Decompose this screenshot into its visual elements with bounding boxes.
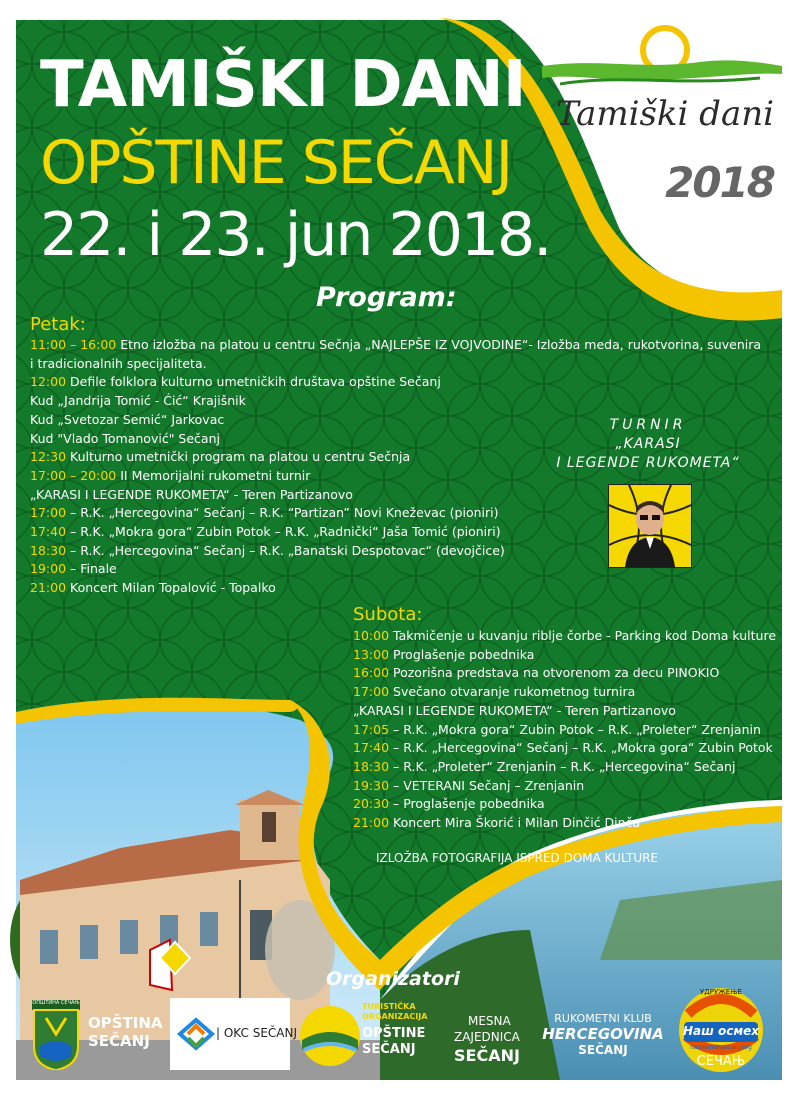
schedule-time: 17:05 [353, 721, 390, 737]
schedule-text: Defile folklora kulturno umetničkih društava opštine Sečanj [66, 374, 441, 390]
schedule-row [353, 664, 776, 683]
okc-label: | OKC SEČANJ [216, 1026, 298, 1040]
okc-icon [176, 1014, 216, 1054]
schedule-text: – R.K. „Mokra gora“ Zubin Potok – R.K. „Radnički“ Jaša Tomić (pioniri) [66, 524, 501, 540]
schedule-text: Kud "Vlado Tomanović" Sečanj [30, 430, 220, 446]
schedule-time: 21:00 [30, 580, 67, 596]
schedule-row [353, 777, 776, 796]
schedule-time: 17:40 [30, 524, 67, 540]
schedule-time: 20:30 [353, 796, 390, 812]
schedule-time: 21:00 [353, 815, 390, 831]
friday-heading: Petak: [30, 314, 86, 335]
mesna-line-2: ZAJEDNICA [454, 1030, 520, 1044]
schedule-row [30, 373, 761, 392]
footer-organizers: Opština Sečanj, Obrazovno-kulturni centar Sečanj, Turistička organizacija opštine Sečanj, M.Z. Sečanj, R.K."Hercegovina", U.Ž. „Naš Osmeh“. [28, 1082, 772, 1094]
osmeh-site: nasosmehsecanj.org [690, 1044, 752, 1051]
turisticka-line-4: SEČANJ [362, 1042, 416, 1057]
schedule-text: – VETERANI Sečanj – Zrenjanin [389, 777, 585, 793]
schedule-row [30, 355, 761, 374]
schedule-time: 17:00 [30, 505, 67, 521]
schedule-time: 17:00 [353, 684, 390, 700]
schedule-text: – R.K. „Hercegovina“ Sečanj – R.K. “Partizan” Novi Kneževac (pioniri) [66, 505, 499, 521]
program-heading: Program: [316, 282, 457, 313]
schedule-text: – R.K. „Proleter“ Zrenjanin – R.K. „Hercegovina“ Sečanj [389, 758, 736, 774]
saturday-schedule [353, 627, 776, 833]
schedule-text: Kud „Svetozar Semić“ Jarkovac [30, 411, 225, 427]
schedule-text: Koncert Milan Topalović - Topalko [66, 580, 276, 596]
osmeh-top: УДРУЖЕЊЕ [700, 988, 742, 996]
schedule-text: Svečano otvaranje rukometnog turnira [389, 684, 636, 700]
turisticka-line-1: TURISTIČKA [362, 1002, 416, 1011]
logo-name: Tamiški dani [556, 94, 774, 134]
schedule-row [353, 683, 776, 702]
event-dates: 22. i 23. jun 2018. [40, 200, 551, 270]
schedule-text: Etno izložba na platou u centru Sečnja „NAJLEPŠE IZ VOJVODINE“- Izložba meda, rukotvorina, suvenira [116, 337, 762, 352]
logo-nas-osmeh [666, 984, 776, 1076]
mesna-line-3: SEČANJ [454, 1046, 520, 1065]
schedule-time: 19:30 [353, 777, 390, 793]
schedule-text: „KARASI I LEGENDE RUKOMETA“ - Teren Partizanovo [353, 702, 676, 718]
handball-player-photo [609, 485, 691, 567]
logo-okc-secanj [170, 998, 298, 1070]
schedule-text: „KARASI I LEGENDE RUKOMETA“ - Teren Partizanovo [30, 486, 353, 502]
tournament-photo [608, 484, 692, 568]
mesna-line-1: MESNA [468, 1014, 511, 1028]
tournament-line-1: „KARASI [615, 436, 681, 452]
schedule-text: Proglašenje pobednika [389, 646, 535, 662]
schedule-row [353, 758, 776, 777]
crest-text: ОПШТИНА СЕЧАЊ [32, 1000, 80, 1006]
schedule-text: – R.K. „Hercegovina“ Sečanj – R.K. „Mokra gora“ Zubin Potok [389, 740, 773, 756]
turisticka-line-2: ORGANIZACIJA [362, 1012, 428, 1021]
rukometni-line-3: SEČANJ [578, 1043, 628, 1057]
schedule-row [353, 814, 776, 833]
schedule-time: 17:40 [353, 740, 390, 756]
schedule-text: – R.K. „Hercegovina“ Sečanj – R.K. „Banatski Despotovac“ (devojčice) [66, 542, 505, 558]
turisticka-sun-icon [298, 1004, 362, 1068]
schedule-text: Koncert Mira Škorić i Milan Dinčić Dinča [389, 815, 641, 831]
logo-opstina-secanj [30, 1000, 170, 1070]
opstina-line-1: OPŠTINA [88, 1014, 163, 1032]
opstina-line-2: SEČANJ [88, 1032, 150, 1050]
logo-turisticka-organizacija [296, 1000, 442, 1070]
schedule-time: 11:00 – 16:00 [30, 337, 117, 352]
schedule-row [353, 646, 776, 665]
schedule-time: 17:00 – 20:00 [30, 467, 117, 483]
saturday-heading: Subota: [353, 604, 423, 625]
schedule-row [353, 721, 776, 740]
schedule-text: Pozorišna predstava na otvorenom za decu PINOKIO [389, 665, 720, 681]
schedule-row [30, 336, 761, 355]
tournament-title: TURNIR [609, 417, 687, 433]
schedule-time: 12:00 [30, 374, 67, 390]
title-line-1: TAMIŠKI DANI [40, 48, 526, 122]
crest-icon [30, 1000, 82, 1070]
exhibition-note: IZLOŽBA FOTOGRAFIJA ISPRED DOMA KULTURE [376, 851, 659, 865]
tournament-line-2: I LEGENDE RUKOMETA“ [556, 455, 740, 471]
schedule-text: Kud „Jandrija Tomić - Ćić“ Krajišnik [30, 393, 246, 409]
schedule-time: 13:00 [353, 646, 390, 662]
osmeh-city: СЕЧАЊ [696, 1054, 746, 1069]
schedule-row [353, 627, 776, 646]
schedule-text: – R.K. „Mokra gora“ Zubin Potok – R.K. „Proleter“ Zrenjanin [389, 721, 761, 737]
schedule-time: 10:00 [353, 628, 390, 643]
schedule-time: 12:30 [30, 449, 67, 465]
schedule-text: – Finale [66, 561, 117, 577]
schedule-row [353, 739, 776, 758]
schedule-row [353, 702, 776, 721]
logo-year: 2018 [665, 158, 774, 207]
schedule-row [30, 579, 761, 598]
logo-mesna-zajednica [454, 1014, 544, 1074]
logo-rukometni-klub [540, 1012, 666, 1072]
schedule-text: II Memorijalni rukometni turnir [116, 467, 311, 483]
title-line-2: OPŠTINE SEČANJ [40, 128, 512, 198]
schedule-time: 18:30 [353, 758, 390, 774]
schedule-time: 18:30 [30, 542, 67, 558]
organizers-heading: Organizatori [326, 968, 460, 990]
schedule-text: Takmičenje u kuvanju riblje čorbe - Parking kod Doma kulture [389, 628, 777, 643]
schedule-time: 16:00 [353, 665, 390, 681]
osmeh-name: Наш осмех [682, 1024, 760, 1038]
schedule-row [30, 392, 761, 411]
tournament-block [548, 416, 748, 473]
rukometni-line-2: HERCEGOVINA [542, 1025, 664, 1043]
schedule-text: Kulturno umetnički program na platou u centru Sečnja [66, 449, 411, 465]
schedule-text: – Proglašenje pobednika [389, 796, 545, 812]
schedule-time: 19:00 [30, 561, 67, 577]
schedule-text: i tradicionalnih specijaliteta. [30, 355, 207, 371]
rukometni-line-1: RUKOMETNI KLUB [554, 1012, 652, 1025]
schedule-row [353, 795, 776, 814]
turisticka-line-3: OPŠTINE [362, 1026, 426, 1041]
